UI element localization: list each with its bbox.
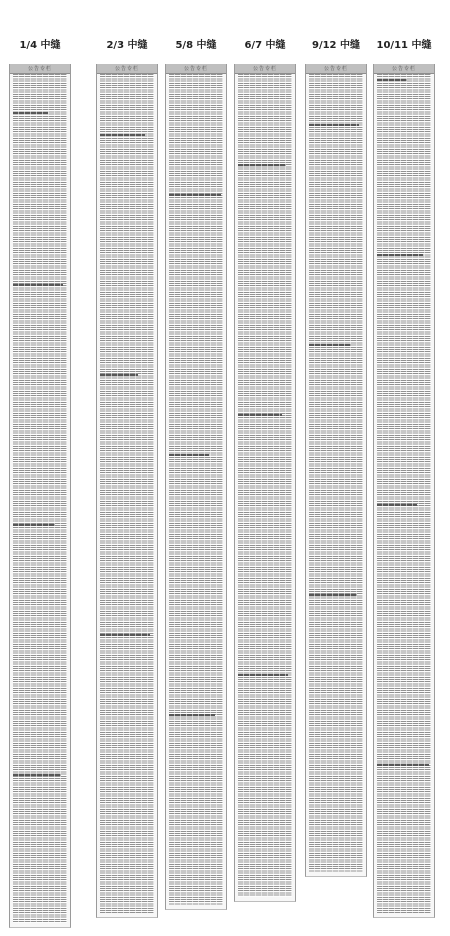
notice-heading	[100, 374, 138, 376]
notice-heading	[13, 284, 63, 286]
notice-heading	[377, 764, 429, 766]
notice-text-body	[309, 74, 363, 872]
column-title: 10/11 中缝	[376, 40, 432, 51]
notice-strip	[9, 64, 71, 928]
notice-text-body	[13, 74, 67, 923]
notice-text-body	[238, 74, 292, 897]
strip-header: 公告专栏	[374, 64, 434, 74]
notice-heading	[377, 504, 417, 506]
column-title: 6/7 中缝	[244, 40, 286, 51]
notice-heading	[238, 674, 288, 676]
notice-text-body	[100, 74, 154, 913]
notice-heading	[169, 454, 209, 456]
notice-heading	[377, 254, 423, 256]
strip-header: 公告专栏	[306, 64, 366, 74]
notice-heading	[100, 634, 150, 636]
notice-strip	[305, 64, 367, 877]
notice-heading	[309, 344, 351, 346]
notice-heading	[238, 414, 282, 416]
strip-header: 公告专栏	[166, 64, 226, 74]
notice-heading	[238, 164, 286, 166]
notice-heading	[13, 774, 61, 776]
notice-strip	[165, 64, 227, 910]
strip-header: 公告专栏	[10, 64, 70, 74]
notice-strip	[373, 64, 435, 918]
notice-strip	[234, 64, 296, 902]
strip-header: 公告专栏	[235, 64, 295, 74]
notice-text-body	[377, 74, 431, 913]
notice-heading	[169, 194, 221, 196]
notice-strip	[96, 64, 158, 918]
notice-heading	[377, 79, 407, 81]
column-title: 5/8 中缝	[175, 40, 217, 51]
notice-heading	[309, 594, 357, 596]
column-title: 1/4 中缝	[19, 40, 61, 51]
column-title: 2/3 中缝	[106, 40, 148, 51]
notice-text-body	[169, 74, 223, 905]
notice-heading	[169, 714, 215, 716]
notice-heading	[13, 112, 48, 114]
notice-heading	[13, 524, 55, 526]
notice-heading	[100, 134, 145, 136]
notice-heading	[309, 124, 359, 126]
column-title: 9/12 中缝	[311, 40, 360, 51]
strip-header: 公告专栏	[97, 64, 157, 74]
